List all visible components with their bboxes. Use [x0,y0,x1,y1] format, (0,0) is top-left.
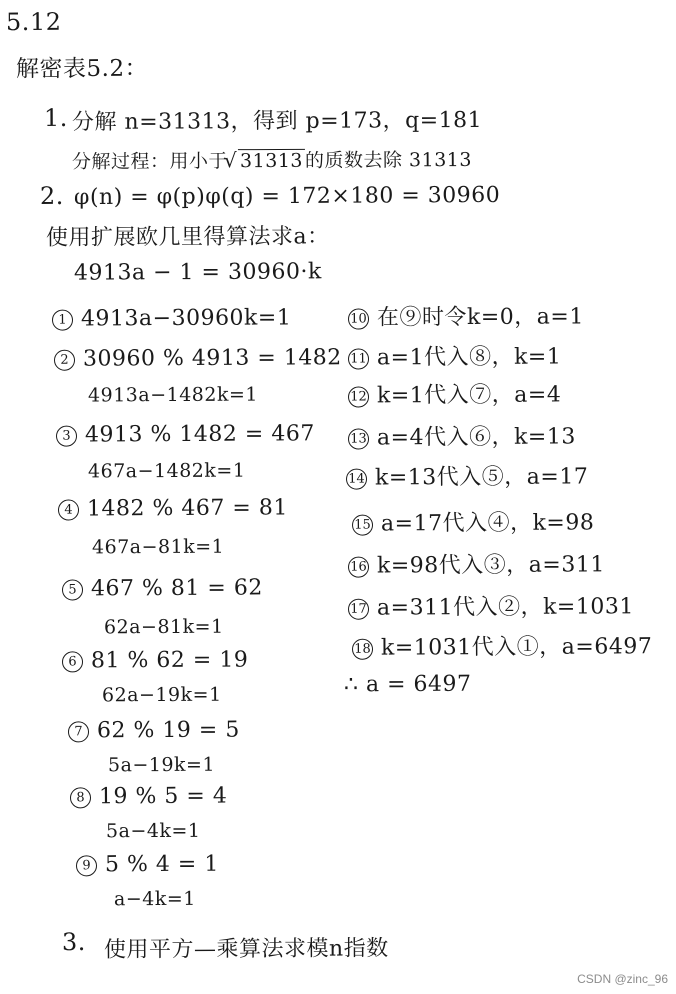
step-2-line2: 4913a−1482k=1 [87,383,259,407]
section1-number: 1. [43,103,68,133]
step-6 [62,648,248,674]
step-text: 在⑨时令k=0，a=1 [376,304,584,331]
step-8 [70,784,227,810]
step-11 [348,339,561,371]
step-5-line2: 62a−81k=1 [103,615,224,639]
step-12 [348,377,561,409]
step-line1: 62 % 19 = 5 [96,717,240,744]
section1-text: 分解 n=31313，得到 p=173，q=181 [71,107,483,136]
step-line1: 81 % 62 = 19 [90,647,249,674]
step-number: 17 [348,598,369,619]
step-text: a=1代入⑧，k=1 [376,344,562,371]
step-17 [348,589,634,621]
step-6-line2: 62a−19k=1 [101,683,222,707]
step-5 [62,575,263,601]
step-text: k=1代入⑦，a=4 [376,382,562,409]
sqrt-symbol [228,150,305,172]
step-9 [76,852,219,878]
step-number: 3 [56,425,77,446]
step-number: 13 [348,428,369,449]
process-label: 分解过程：用小于 [71,150,229,174]
step-line1: 4913a−30960k=1 [80,305,292,332]
step-13 [348,419,576,451]
step-number: 7 [68,721,89,742]
step-number: 12 [348,386,369,407]
step-number: 10 [348,308,369,329]
process-radicand: 31313 [238,149,305,172]
step-7 [68,718,240,744]
step-8-line2: 5a−4k=1 [105,819,201,843]
step-9-line2: a−4k=1 [113,887,196,911]
step-15 [352,505,594,537]
step-text: k=1031代入①，a=6497 [380,634,653,661]
step-number: 4 [58,499,79,520]
step-4-line2: 467a−81k=1 [91,535,225,559]
page-date: 5.12 [5,7,62,37]
step-number: 9 [76,855,97,876]
step-number: 11 [348,348,369,369]
section2-number: 2. [39,181,64,211]
method-description: 使用扩展欧几里得算法求a： [45,224,330,251]
step-text: a=4代入⑥，k=13 [376,424,576,451]
step-4 [58,495,288,521]
step-3-line2: 467a−1482k=1 [87,459,246,483]
conclusion: ∴ a = 6497 [343,671,472,698]
factorization-process [72,145,472,174]
step-text: a=311代入②，k=1031 [376,594,634,621]
step-10 [348,299,584,331]
step-text: a=17代入④，k=98 [380,510,595,537]
step-line1: 5 % 4 = 1 [104,851,219,878]
main-equation: 4913a − 1 = 30960·k [73,259,322,286]
step-7-line2: 5a−19k=1 [107,753,216,777]
step-line1: 19 % 5 = 4 [98,783,228,810]
step-text: k=98代入③，a=311 [376,552,605,579]
process-tail: 的质数去除 31313 [304,148,473,172]
step-line1: 467 % 81 = 62 [90,575,263,602]
step-line1: 30960 % 4913 = 1482 [82,345,342,372]
step-3 [56,421,315,447]
step-number: 16 [348,556,369,577]
section3-number: 3. [61,927,86,957]
step-number: 2 [54,349,75,370]
step-2 [54,345,342,372]
step-1 [52,305,291,331]
phi-equation: φ(n) = φ(p)φ(q) = 172×180 = 30960 [73,182,501,211]
step-number: 15 [352,514,373,535]
step-18 [352,629,652,662]
step-16 [348,547,605,579]
step-number: 8 [70,787,91,808]
step-text: k=13代入⑤，a=17 [374,464,589,491]
step-number: 1 [52,309,73,330]
section3-text: 使用平方—乘算法求模n指数 [103,936,389,963]
step-number: 14 [346,468,367,489]
step-number: 6 [62,651,83,672]
step-line1: 4913 % 1482 = 467 [84,421,315,448]
step-number: 18 [352,638,373,659]
watermark: CSDN @zinc_96 [577,972,668,986]
step-line1: 1482 % 467 = 81 [86,495,288,522]
page-title: 解密表5.2： [15,55,149,83]
step-number: 5 [62,579,83,600]
step-14 [346,459,588,491]
